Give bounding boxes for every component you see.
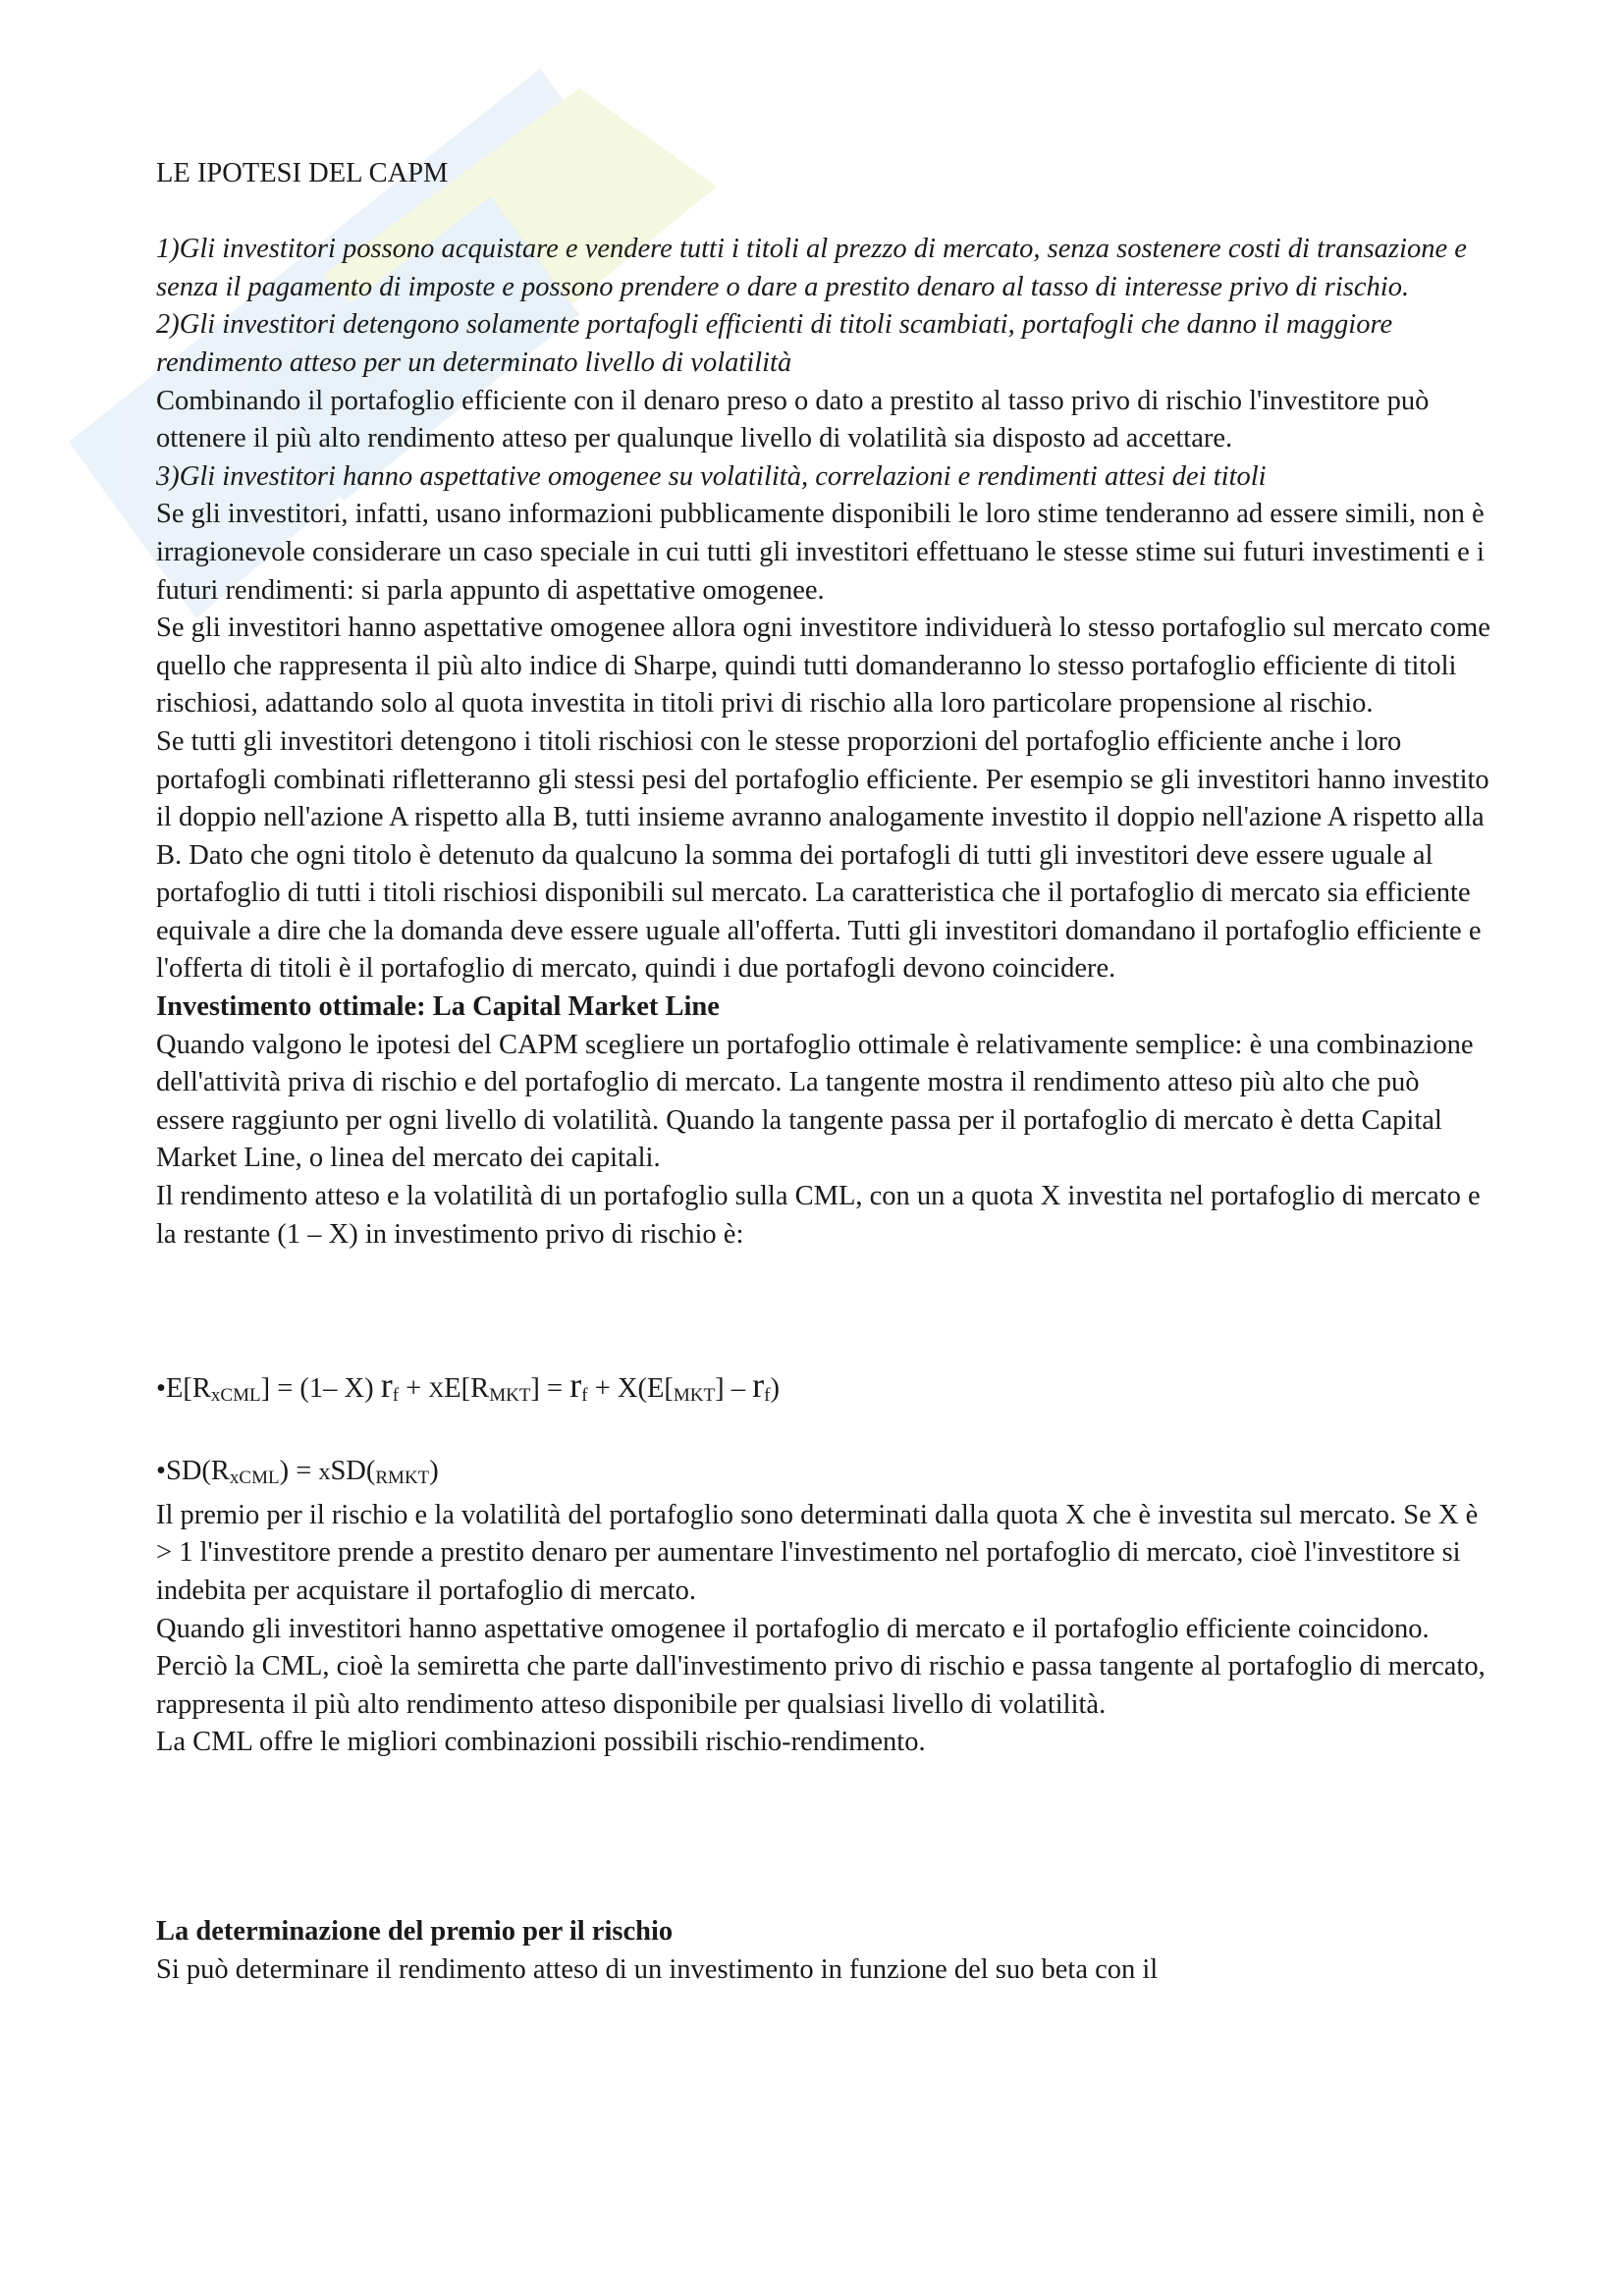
formula-variable: X	[428, 1377, 445, 1403]
formula-variable: x	[318, 1459, 331, 1485]
formula-text: + X(E[	[587, 1373, 674, 1405]
formula-text: +	[399, 1373, 429, 1405]
heading-risk-premium: La determinazione del premio per il rischio	[156, 1915, 674, 1947]
formula-text: •SD(R	[156, 1455, 230, 1486]
formula-text: •E[R	[156, 1373, 211, 1405]
formula-text: ] = (1– X)	[260, 1373, 381, 1405]
paragraph-best-combinations: La CML offre le migliori combinazioni possibili rischio-rendimento.	[156, 1727, 926, 1758]
formula-expected-return	[156, 1366, 1491, 1415]
paragraph-homogeneous-2: Se gli investitori hanno aspettative omogenee allora ogni investitore individuerà lo stesso portafoglio sul mercato come quello che rappresenta il più alto indice di Sharpe, quindi tutti domanderanno lo stesso portafoglio efficiente di titoli rischiosi, adattando solo al quota investita in titoli privi di rischio alla loro particolare propensione al rischio.	[156, 613, 1490, 720]
formula-text: )	[770, 1373, 780, 1405]
paragraph-premium: Il premio per il rischio e la volatilità del portafoglio sono determinati dalla quota X che è investita sul mercato. Se X è > 1 l'investitore prende a prestito denaro per aumentare l'investimento nel portafoglio di mercato, cioè l'investitore si indebita per acquistare il portafoglio di mercato.	[156, 1499, 1479, 1606]
paragraph-cml-1: Quando valgono le ipotesi del CAPM scegliere un portafoglio ottimale è relativamente semplice: è una combinazione dell'attività priva di rischio e del portafoglio di mercato. La tangente mostra il rendimento atteso più alto che può essere raggiunto per ogni livello di volatilità. Quando la tangente passa per il portafoglio di mercato è detta Capital Market Line, o linea del mercato dei capitali.	[156, 1029, 1474, 1174]
spacer	[156, 1762, 1491, 1838]
formula-subscript: xCML	[210, 1385, 261, 1407]
formula-subscript: f	[764, 1385, 771, 1407]
paragraph-homogeneous-1: Se gli investitori, infatti, usano informazioni pubblicamente disponibili le loro stime tenderanno ad essere simili, non è irragionevole considerare un caso speciale in cui tutti gli investitori effettuano le stesse stime sui futuri investimenti e i futuri rendimenti: si parla appunto di aspettative omogenee.	[156, 499, 1485, 606]
paragraph-last: Si può determinare il rendimento atteso di un investimento in funzione del suo beta con il	[156, 1953, 1159, 1985]
formula-rate-symbol: r	[380, 1365, 393, 1406]
formula-standard-deviation	[156, 1453, 1491, 1497]
formula-subscript: f	[581, 1385, 588, 1407]
heading-cml: Investimento ottimale: La Capital Market Line	[156, 991, 720, 1023]
spacer	[156, 1415, 1491, 1453]
spacer	[156, 1838, 1491, 1913]
formula-text: )	[429, 1455, 439, 1486]
hypothesis-1: 1)Gli investitori possono acquistare e vendere tutti i titoli al prezzo di mercato, senza sostenere costi di transazione e senza il pagamento di imposte e possono prendere o dare a prestito denaro al tasso di interesse privo di rischio.	[156, 234, 1467, 302]
paragraph-combining: Combinando il portafoglio efficiente con il denaro preso o dato a prestito al tasso privo di rischio l'investitore può ottenere il più alto rendimento atteso per qualunque livello di volatilità sia disposto ad accettare.	[156, 385, 1430, 454]
formula-subscript: MKT	[489, 1385, 531, 1407]
document-title: LE IPOTESI DEL CAPM	[156, 158, 449, 188]
spacer	[156, 193, 1491, 232]
paragraph-coincide: Quando gli investitori hanno aspettative omogenee il portafoglio di mercato e il portafoglio efficiente coincidono. Perciò la CML, cioè la semiretta che parte dall'investimento privo di rischio e passa tangente al portafoglio di mercato, rappresenta il più alto rendimento atteso disponibile per qualsiasi livello di volatilità.	[156, 1613, 1486, 1720]
formula-subscript: xCML	[229, 1467, 280, 1488]
spacer	[156, 1329, 1491, 1366]
formula-rate-symbol: r	[752, 1365, 765, 1406]
formula-text: SD(	[330, 1455, 376, 1486]
hypothesis-3: 3)Gli investitori hanno aspettative omogenee su volatilità, correlazioni e rendimenti attesi dei titoli	[156, 460, 1267, 492]
formula-text: ] –	[715, 1373, 753, 1405]
formula-text: E[R	[444, 1373, 490, 1405]
formula-text: ) =	[279, 1455, 319, 1486]
paragraph-market-portfolio: Se tutti gli investitori detengono i titoli rischiosi con le stesse proporzioni del portafoglio efficiente anche i loro portafogli combinati rifletteranno gli stessi pesi del portafoglio efficiente. Per esempio se gli investitori hanno investito il doppio nell'azione A rispetto alla B, tutti insieme avranno analogamente investito il doppio nell'azione A rispetto alla B. Dato che ogni titolo è detenuto da qualcuno la somma dei portafogli di tutti gli investitori deve essere uguale al portafoglio di tutti i titoli rischiosi disponibili sul mercato. La caratteristica che il portafoglio di mercato sia efficiente equivale a dire che la domanda deve essere uguale all'offerta. Tutti gli investitori domandano il portafoglio efficiente e l'offerta di titoli è il portafoglio di mercato, quindi i due portafogli devono coincidere.	[156, 725, 1489, 985]
spacer	[156, 1254, 1491, 1329]
hypothesis-2: 2)Gli investitori detengono solamente portafogli efficienti di titoli scambiati, portafogli che danno il maggiore rendimento atteso per un determinato livello di volatilità	[156, 309, 1393, 378]
formula-text: ] =	[530, 1373, 570, 1405]
formula-subscript: RMKT	[375, 1467, 430, 1488]
formula-rate-symbol: r	[569, 1365, 582, 1406]
paragraph-cml-2: Il rendimento atteso e la volatilità di un portafoglio sulla CML, con un a quota X investita nel portafoglio di mercato e la restante (1 – X) in investimento privo di rischio è:	[156, 1181, 1481, 1250]
document-page	[156, 155, 1491, 1989]
formula-subscript: MKT	[673, 1385, 716, 1407]
formula-subscript: f	[392, 1385, 400, 1407]
